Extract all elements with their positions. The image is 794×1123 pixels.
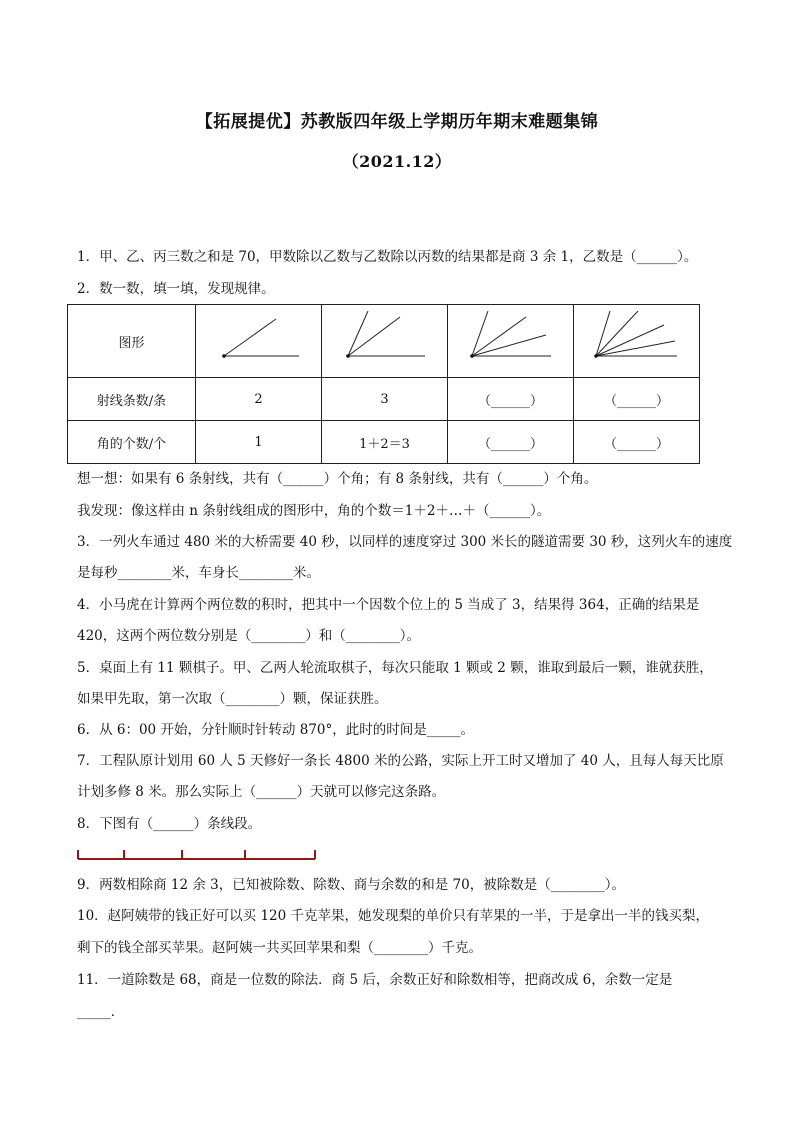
rays-angles-table — [67, 304, 700, 464]
question-7-line-1: 7．工程队原计划用 60 人 5 天修好一条长 4800 米的公路，实际上开工时又增加了 40 人，且每人每天比原 — [77, 753, 724, 769]
question-6: 6．从 6：00 开始，分针顺时针转动 870°，此时的时间是_____。 — [77, 722, 474, 738]
question-10-line-1: 10．赵阿姨带的钱正好可以买 120 千克苹果，她发现梨的单价只有苹果的一半，于是拿出一半的钱买梨， — [77, 908, 710, 924]
table-row — [68, 378, 700, 421]
figure-2-rays — [196, 305, 322, 378]
question-8: 8．下图有（______）条线段。 — [77, 816, 262, 832]
angles-cell: 1 — [196, 421, 322, 464]
question-2: 2．数一数，填一填，发现规律。 — [77, 281, 275, 297]
rays-cell: 3 — [322, 378, 448, 421]
angles-cell: （______） — [574, 421, 700, 464]
row-label-figure: 图形 — [68, 305, 196, 378]
question-9: 9．两数相除商 12 余 3，已知被除数、除数、商与余数的和是 70，被除数是（________）。 — [77, 877, 625, 893]
table-row — [68, 421, 700, 464]
angles-cell: （______） — [448, 421, 574, 464]
question-4-line-2: 420，这两个两位数分别是（________）和（________）。 — [77, 628, 421, 644]
question-11-line-1: 11．一道除数是 68，商是一位数的除法．商 5 后，余数正好和除数相等，把商改成 6，余数一定是 — [77, 972, 673, 988]
discover-prompt: 我发现：像这样由 n 条射线组成的图形中，角的个数＝1＋2＋…＋（______）。 — [77, 503, 551, 519]
question-1: 1．甲、乙、丙三数之和是 70，甲数除以乙数与乙数除以丙数的结果都是商 3 余 1，乙数是（______）。 — [77, 249, 698, 265]
row-label-angles: 角的个数/个 — [68, 421, 196, 464]
row-label-rays: 射线条数/条 — [68, 378, 196, 421]
question-10-line-2: 剩下的钱全部买苹果。赵阿姨一共买回苹果和梨（________）千克。 — [77, 940, 482, 956]
question-5-line-2: 如果甲先取，第一次取（________）颗，保证获胜。 — [77, 691, 388, 707]
angles-cell: 1＋2＝3 — [322, 421, 448, 464]
rays-cell: （______） — [574, 378, 700, 421]
page-title: 【拓展提优】苏教版四年级上学期历年期末难题集锦 — [195, 112, 599, 132]
question-3-line-2: 是每秒________米，车身长________米。 — [77, 565, 320, 581]
question-7-line-2: 计划多修 8 米。那么实际上（______）天就可以修完这条路。 — [77, 784, 446, 800]
table-row — [68, 305, 700, 378]
figure-3-rays — [322, 305, 448, 378]
figure-5-rays — [574, 305, 700, 378]
page-subtitle: （2021.12） — [342, 152, 452, 171]
think-prompt: 想一想：如果有 6 条射线，共有（______）个角；有 8 条射线，共有（______）个角。 — [77, 471, 598, 487]
question-4-line-1: 4．小马虎在计算两个两位数的积时，把其中一个因数个位上的 5 当成了 3，结果得 364，正确的结果是 — [77, 597, 700, 613]
question-5-line-1: 5．桌面上有 11 颗棋子。甲、乙两人轮流取棋子，每次只能取 1 颗或 2 颗，谁取到最后一颗，谁就获胜， — [77, 660, 713, 676]
question-11-line-2: _____． — [77, 1004, 125, 1020]
line-segment-figure — [77, 848, 322, 862]
figure-4-rays — [448, 305, 574, 378]
rays-cell: （______） — [448, 378, 574, 421]
question-3-line-1: 3．一列火车通过 480 米的大桥需要 40 秒，以同样的速度穿过 300 米长的隧道需要 30 秒，这列火车的速度 — [77, 534, 733, 550]
rays-cell: 2 — [196, 378, 322, 421]
